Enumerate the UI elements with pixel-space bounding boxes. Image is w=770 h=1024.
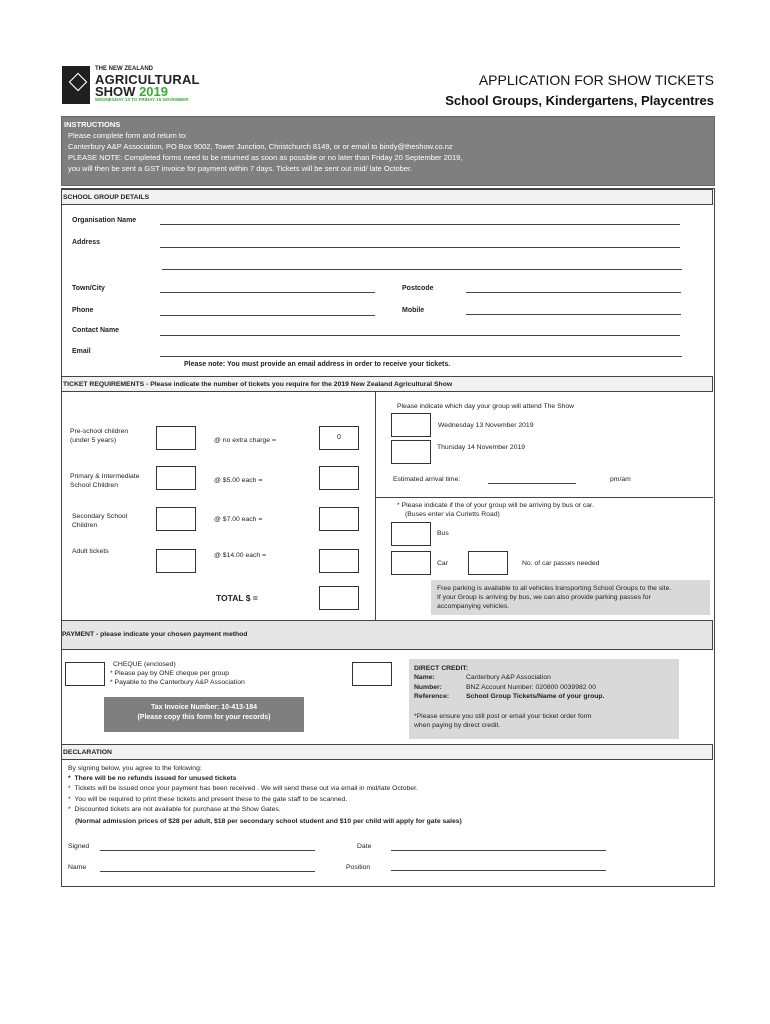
secondary-qty-box[interactable] [156,507,196,531]
instructions-line: you will then be sent a GST invoice for payment within 7 days. Tickets will be sent out mid/ late October. [68,164,413,173]
primary-total-box[interactable] [319,466,359,490]
thursday-checkbox[interactable] [391,440,431,464]
mobile-field[interactable] [466,314,681,315]
direct-ref-value: School Group Tickets/Name of your group. [466,693,605,700]
cheque-notes: * Please pay by ONE cheque per group * Payable to the Canterbury A&P Association [110,670,245,686]
declaration-item: * There will be no refunds issued for unused tickets [68,775,237,782]
postcode-label: Postcode [402,285,434,292]
gate-prices-note: (Normal admission prices of $28 per adult, $18 per secondary school student and $10 per child will apply for gate sales) [75,818,462,825]
declaration-item: * Tickets will be issued once your payment has been received . We will send these out via email in mid/late October. [68,785,418,792]
direct-ref-key: Reference: [414,693,450,700]
total-label: TOTAL $ = [216,593,258,603]
logo-line2: AGRICULTURAL [95,72,200,87]
show-logo [62,66,200,108]
car-checkbox[interactable] [391,551,431,575]
transport-prompt: * Please indicate if the of your group will be arriving by bus or car. [397,502,594,509]
direct-credit-checkbox[interactable] [352,662,392,686]
address-field-2[interactable] [162,269,682,270]
logo-emblem-icon [62,66,90,104]
declaration-item: * You will be required to print these tickets and present these to the gate staff to be scanned. [68,796,348,803]
transport-note: (Buses enter via Curletts Road) [405,511,500,518]
arrival-label: Estimated arrival time: [393,476,461,483]
adult-price: @ $14.00 each = [214,552,267,559]
logo-dates: WEDNESDAY 13 TO FRIDAY 15 NOVEMBER [95,97,189,102]
date-field[interactable] [391,850,606,851]
instructions-panel [61,116,715,186]
instructions-line: Please complete form and return to: [68,131,188,140]
arrival-field[interactable] [488,483,576,484]
school-details-heading: SCHOOL GROUP DETAILS [61,189,713,205]
adult-total-box[interactable] [319,549,359,573]
ticket-row-preschool-label: Pre-school children (under 5 years) [70,428,129,444]
declaration-intro: By signing below, you agree to the following: [68,765,202,772]
postcode-field[interactable] [466,292,681,293]
declaration-heading: DECLARATION [61,744,713,760]
logo-line3: SHOW 2019 [95,84,168,99]
adult-qty-box[interactable] [156,549,196,573]
declaration-item: * Discounted tickets are not available for purchase at the Show Gates. [68,806,281,813]
mobile-label: Mobile [402,307,425,314]
ticket-row-adult-label: Adult tickets [72,548,109,555]
cheque-checkbox[interactable] [65,662,105,686]
cheque-label: CHEQUE (enclosed) [113,661,176,668]
town-field[interactable] [160,292,375,293]
ampm-label: pm/am [610,476,631,483]
ticket-row-secondary-label: Secondary School Children [72,513,128,529]
instructions-line: Canterbury A&P Association, PO Box 9002, Tower Junction, Christchurch 8149, or or email to bindy@theshow.co.nz [68,142,453,151]
parking-note: Free parking is available to all vehicles transporting School Groups to the site. If your Group is arriving by bus, we can also provide parking passes for accompanying vehicles. [437,585,672,610]
direct-number-key: Number: [414,684,442,691]
total-box[interactable] [319,586,359,610]
date-label: Date [357,843,372,850]
signed-field[interactable] [100,850,315,851]
tickets-heading: TICKET REQUIREMENTS - Please indicate the number of tickets you require for the 2019 New Zealand Agricultural Show [61,376,713,392]
contact-label: Contact Name [72,327,120,334]
direct-name-value: Canterbury A&P Association [466,674,551,681]
payment-heading: PAYMENT - please indicate your chosen payment method [62,631,248,638]
contact-field[interactable] [160,335,680,336]
tickets-divider [375,392,376,620]
form-subtitle: School Groups, Kindergartens, Playcentres [445,93,714,108]
direct-number-value: BNZ Account Number: 020800 0039982 00 [466,684,596,691]
direct-name-key: Name: [414,674,435,681]
secondary-total-box[interactable] [319,507,359,531]
form-title: APPLICATION FOR SHOW TICKETS [478,72,714,88]
position-field[interactable] [391,870,606,871]
logo-line1: THE NEW ZEALAND [95,66,153,72]
address-label: Address [72,239,101,246]
direct-credit-title: DIRECT CREDIT: [414,665,468,672]
preschool-qty-box[interactable] [156,426,196,450]
bus-label: Bus [437,530,449,537]
secondary-price: @ $7.00 each = [214,516,263,523]
ticket-row-primary-label: Primary & Intermediate School Children [70,473,140,489]
org-label: Organisation Name [72,217,137,224]
address-field[interactable] [160,247,680,248]
email-label: Email [72,348,91,355]
town-label: Town/City [72,285,105,292]
preschool-total-box[interactable]: 0 [319,426,359,450]
day-prompt: Please indicate which day your group will attend The Show [397,403,575,410]
car-label: Car [437,560,448,567]
position-label: Position [346,864,371,871]
email-field[interactable] [160,356,682,357]
primary-price: @ $5.00 each = [214,477,263,484]
preschool-price: @ no extra charge = [214,437,276,444]
signed-label: Signed [68,843,90,850]
car-passes-box[interactable] [468,551,508,575]
thursday-label: Thursday 14 November 2019 [437,444,526,451]
tickets-right-divider [375,497,713,498]
car-passes-label: No. of car passes needed [522,560,600,567]
tax-invoice-panel: Tax Invoice Number: 10-413-184 (Please copy this form for your records) [104,697,304,732]
phone-field[interactable] [160,315,375,316]
instructions-line: PLEASE NOTE: Completed forms need to be returned as soon as possible or no later than Friday 20 September 2019, [68,153,463,162]
phone-label: Phone [72,307,94,314]
wednesday-checkbox[interactable] [391,413,431,437]
email-note: Please note: You must provide an email address in order to receive your tickets. [184,361,451,368]
org-field[interactable] [160,224,680,225]
direct-credit-note: *Please ensure you still post or email your ticket order form when paying by direct credit. [414,713,592,729]
instructions-heading: INSTRUCTIONS [64,120,121,129]
name-field[interactable] [100,871,315,872]
name-label: Name [68,864,87,871]
wednesday-label: Wednesday 13 November 2019 [438,422,534,429]
primary-qty-box[interactable] [156,466,196,490]
bus-checkbox[interactable] [391,522,431,546]
